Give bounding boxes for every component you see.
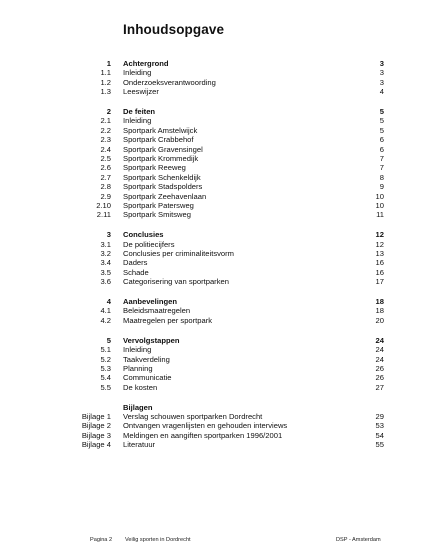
toc-entry-page: 53 bbox=[375, 421, 384, 431]
toc-entry-row bbox=[0, 192, 435, 201]
toc-entry-row bbox=[0, 373, 435, 382]
toc-entry-number: 2 bbox=[106, 107, 111, 117]
toc-entry-page: 16 bbox=[375, 267, 384, 277]
toc-entry-title: Inleiding bbox=[123, 116, 152, 126]
toc-entry-number: 2.9 bbox=[100, 191, 111, 201]
toc-entry-title: Aanbevelingen bbox=[123, 297, 178, 307]
toc-entry-number: Bijlage 4 bbox=[81, 440, 111, 450]
toc-entry-row bbox=[0, 78, 435, 87]
toc-entry-number: Bijlage 1 bbox=[81, 412, 111, 421]
toc-entry-page: 24 bbox=[375, 354, 384, 364]
toc-entry-number: 2.8 bbox=[100, 182, 111, 192]
toc-entry-row bbox=[0, 355, 435, 364]
toc-entry-page: 6 bbox=[379, 144, 384, 154]
toc-entry-page: 3 bbox=[379, 77, 384, 87]
toc-chapter-row bbox=[0, 59, 435, 68]
toc-entry-page: 54 bbox=[375, 430, 384, 440]
toc-entry-page: 26 bbox=[375, 363, 384, 373]
toc-entry-number: Bijlage 3 bbox=[81, 430, 111, 440]
toc-entry-row bbox=[0, 316, 435, 325]
toc-entry-page: 16 bbox=[375, 258, 384, 268]
toc-entry-row bbox=[0, 154, 435, 163]
toc-entry-page: 7 bbox=[379, 154, 384, 164]
toc-entry-row bbox=[0, 258, 435, 267]
toc-entry-row bbox=[0, 182, 435, 191]
toc-entry-title: Bijlagen bbox=[123, 402, 153, 412]
footer-page-number: Pagina 2 bbox=[90, 537, 113, 543]
toc-entry-title: Meldingen en aangiften sportparken 1996/2001 bbox=[123, 430, 283, 440]
toc-entry-number: 5.1 bbox=[100, 345, 111, 355]
toc-entry-page: 12 bbox=[375, 230, 384, 240]
toc-entry-row bbox=[0, 163, 435, 172]
toc-entry-title: Taakverdeling bbox=[123, 354, 170, 364]
toc-entry-number: 3 bbox=[106, 230, 111, 240]
toc-entry-row bbox=[0, 249, 435, 258]
toc-entry-page: 18 bbox=[375, 306, 384, 316]
toc-entry-title: Inleiding bbox=[123, 68, 152, 78]
toc-entry-page: 4 bbox=[379, 87, 384, 97]
page-title: Inhoudsopgave bbox=[123, 22, 225, 37]
toc-entry-page: 13 bbox=[375, 249, 384, 259]
toc-entry-number: 5.4 bbox=[100, 373, 111, 383]
toc-entry-page: 11 bbox=[376, 210, 384, 220]
toc-entry-page: 18 bbox=[375, 297, 384, 307]
toc-section bbox=[0, 59, 435, 97]
toc-entry-title: Beleidsmaatregelen bbox=[123, 306, 191, 316]
toc-entry-number: 3.5 bbox=[100, 267, 111, 277]
toc-entry-title: Sportpark Gravensingel bbox=[123, 144, 203, 154]
toc-entry-row bbox=[0, 421, 435, 430]
toc-entry-row bbox=[0, 364, 435, 373]
toc-entry-row bbox=[0, 126, 435, 135]
toc-entry-page: 7 bbox=[379, 163, 384, 173]
toc-chapter-row bbox=[0, 107, 435, 116]
toc-entry-number: 1.2 bbox=[100, 77, 111, 87]
table-of-contents bbox=[0, 59, 435, 460]
toc-entry-number: 2.1 bbox=[100, 116, 111, 126]
toc-entry-row bbox=[0, 201, 435, 210]
toc-entry-number: 5 bbox=[106, 335, 111, 345]
toc-section bbox=[0, 230, 435, 286]
toc-entry-title: Leeswijzer bbox=[123, 87, 159, 97]
toc-entry-title: Daders bbox=[123, 258, 148, 268]
toc-entry-number: 4.1 bbox=[100, 306, 111, 316]
toc-entry-number: 2.7 bbox=[100, 172, 111, 182]
toc-entry-number: 1.1 bbox=[100, 68, 111, 78]
toc-entry-row bbox=[0, 116, 435, 125]
toc-entry-page: 55 bbox=[375, 440, 384, 450]
toc-entry-title: Verslag schouwen sportparken Dordrecht bbox=[123, 412, 263, 421]
toc-section bbox=[0, 107, 435, 220]
toc-entry-number: 4.2 bbox=[100, 315, 111, 325]
toc-entry-number: 2.5 bbox=[100, 154, 111, 164]
toc-entry-page: 3 bbox=[379, 68, 384, 78]
toc-entry-page: 5 bbox=[379, 107, 384, 117]
toc-entry-page: 24 bbox=[375, 335, 384, 345]
toc-entry-row bbox=[0, 135, 435, 144]
toc-chapter-row bbox=[0, 403, 435, 412]
toc-entry-number: 2.10 bbox=[96, 200, 111, 210]
toc-entry-title: Schade bbox=[123, 267, 149, 277]
toc-entry-number: 3.6 bbox=[100, 277, 111, 287]
toc-entry-title: Sportpark Stadspolders bbox=[123, 182, 203, 192]
toc-entry-number: 2.3 bbox=[100, 135, 111, 145]
toc-entry-title: Planning bbox=[123, 363, 153, 373]
toc-entry-title: Sportpark Zeehavenlaan bbox=[123, 191, 207, 201]
toc-entry-row bbox=[0, 268, 435, 277]
toc-entry-title: De politiecijfers bbox=[123, 239, 175, 249]
toc-entry-number: 2.4 bbox=[100, 144, 111, 154]
toc-entry-title: Categorisering van sportparken bbox=[123, 277, 229, 287]
toc-entry-row bbox=[0, 145, 435, 154]
toc-entry-title: Inleiding bbox=[123, 345, 152, 355]
toc-chapter-row bbox=[0, 336, 435, 345]
footer-organization: DSP - Amsterdam bbox=[336, 537, 381, 543]
toc-entry-title: Conclusies bbox=[123, 230, 164, 240]
toc-entry-title: Literatuur bbox=[123, 440, 156, 450]
toc-entry-page: 29 bbox=[375, 412, 384, 421]
toc-entry-page: 9 bbox=[379, 182, 384, 192]
toc-entry-page: 8 bbox=[379, 172, 384, 182]
toc-entry-page: 20 bbox=[375, 315, 384, 325]
toc-entry-number: 5.3 bbox=[100, 363, 111, 373]
toc-entry-number: 1 bbox=[106, 59, 111, 68]
toc-entry-row bbox=[0, 345, 435, 354]
toc-entry-row bbox=[0, 412, 435, 421]
toc-entry-row bbox=[0, 87, 435, 96]
toc-entry-row bbox=[0, 240, 435, 249]
toc-entry-page: 6 bbox=[379, 135, 384, 145]
toc-entry-page: 17 bbox=[375, 277, 384, 287]
toc-entry-title: Ontvangen vragenlijsten en gehouden interviews bbox=[123, 421, 288, 431]
toc-entry-row bbox=[0, 68, 435, 77]
toc-entry-title: De feiten bbox=[123, 107, 156, 117]
toc-entry-row bbox=[0, 210, 435, 219]
toc-chapter-row bbox=[0, 297, 435, 306]
toc-entry-title: Sportpark Patersweg bbox=[123, 200, 194, 210]
toc-entry-title: Sportpark Reeweg bbox=[123, 163, 186, 173]
toc-entry-number: 4 bbox=[106, 297, 111, 307]
toc-entry-title: Onderzoeksverantwoording bbox=[123, 77, 216, 87]
toc-entry-number: 2.2 bbox=[100, 125, 111, 135]
toc-entry-number: 2.6 bbox=[100, 163, 111, 173]
toc-entry-row bbox=[0, 383, 435, 392]
toc-entry-title: Sportpark Smitsweg bbox=[123, 210, 191, 220]
toc-entry-page: 10 bbox=[375, 191, 384, 201]
toc-entry-title: Sportpark Krommedijk bbox=[123, 154, 199, 164]
toc-entry-page: 5 bbox=[379, 125, 384, 135]
toc-entry-title: Sportpark Crabbehof bbox=[123, 135, 194, 145]
footer-document-title: Veilig sporten in Dordrecht bbox=[125, 537, 191, 543]
toc-entry-row bbox=[0, 306, 435, 315]
toc-section bbox=[0, 336, 435, 392]
toc-entry-title: Maatregelen per sportpark bbox=[123, 315, 213, 325]
toc-entry-title: De kosten bbox=[123, 382, 158, 392]
toc-entry-number: Bijlage 2 bbox=[81, 421, 111, 431]
toc-entry-number: 3.4 bbox=[100, 258, 111, 268]
toc-entry-number: 1.3 bbox=[100, 87, 111, 97]
toc-entry-title: Sportpark Schenkeldijk bbox=[123, 172, 201, 182]
toc-entry-page: 27 bbox=[375, 382, 384, 392]
toc-entry-page: 10 bbox=[375, 200, 384, 210]
toc-entry-title: Achtergrond bbox=[123, 59, 169, 68]
toc-entry-title: Communicatie bbox=[123, 373, 172, 383]
toc-entry-row bbox=[0, 431, 435, 440]
toc-entry-number: 5.2 bbox=[100, 354, 111, 364]
toc-entry-number: 3.1 bbox=[100, 239, 111, 249]
toc-entry-page: 26 bbox=[375, 373, 384, 383]
toc-entry-number: 3.2 bbox=[100, 249, 111, 259]
toc-entry-row bbox=[0, 277, 435, 286]
toc-entry-page: 24 bbox=[375, 345, 384, 355]
toc-section bbox=[0, 403, 435, 450]
toc-section bbox=[0, 297, 435, 325]
toc-entry-number: 2.11 bbox=[96, 210, 111, 220]
toc-entry-title: Sportpark Amstelwijck bbox=[123, 125, 198, 135]
toc-entry-row bbox=[0, 440, 435, 449]
toc-entry-row bbox=[0, 173, 435, 182]
toc-entry-page: 3 bbox=[379, 59, 384, 68]
toc-chapter-row bbox=[0, 230, 435, 239]
toc-entry-page: 5 bbox=[379, 116, 384, 126]
toc-entry-number: 5.5 bbox=[100, 382, 111, 392]
toc-entry-title: Vervolgstappen bbox=[123, 335, 180, 345]
toc-entry-title: Conclusies per criminaliteitsvorm bbox=[123, 249, 234, 259]
toc-entry-page: 12 bbox=[375, 239, 384, 249]
